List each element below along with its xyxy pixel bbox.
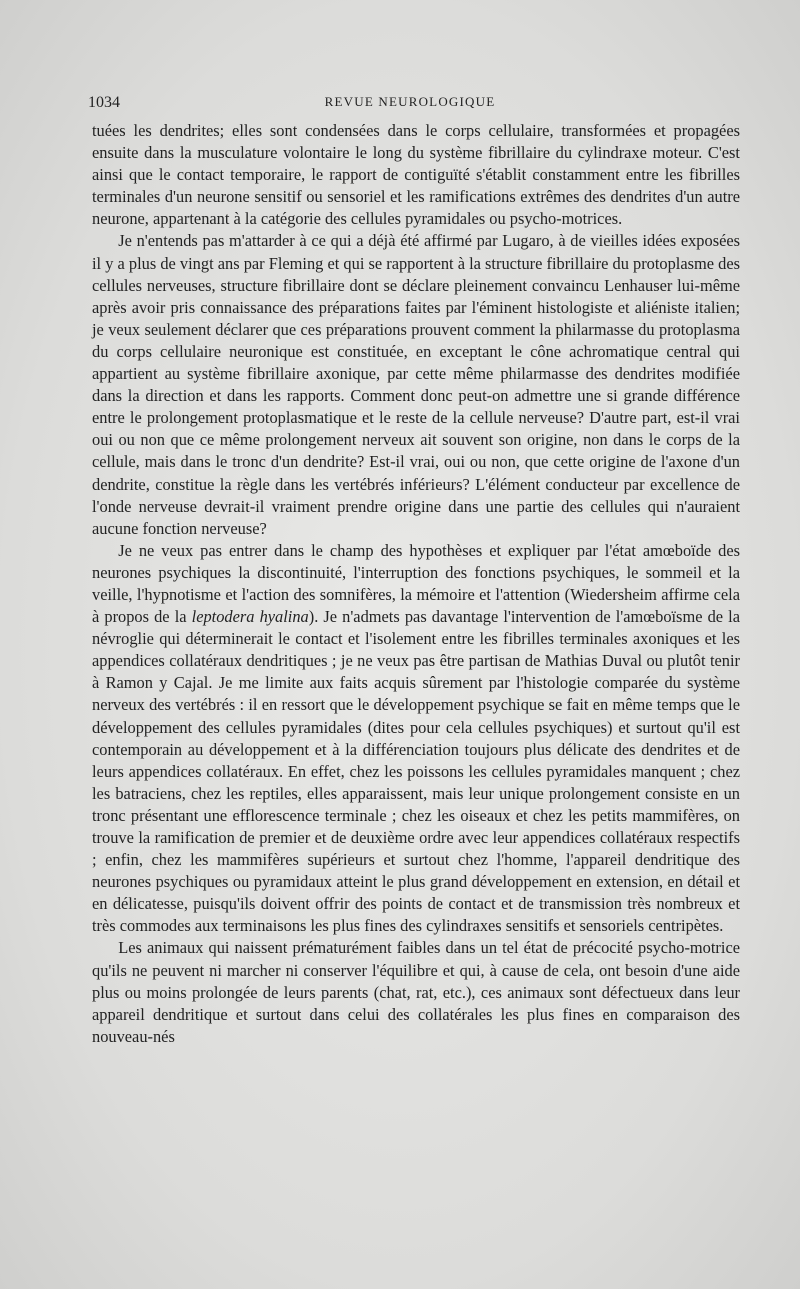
paragraph-3-italic-species: leptodera hyalina	[191, 607, 309, 627]
paragraph-3	[92, 540, 740, 938]
page-content	[80, 86, 740, 1048]
body-text	[80, 112, 740, 1048]
running-header	[80, 86, 740, 112]
paragraph-3-text-before: Je ne veux pas entrer dans le champ des hypothèses et expliquer par l'état amœboïde des neurones psychiques la discontinuité, l'interruption des fonctions psychiques, le sommeil et la veille, l'hypnotisme et l'action des somnifères, la mémoire et l'attention (Wiedersheim affirme cela à propos de la	[92, 540, 740, 627]
paragraph-2: Je n'entends pas m'attarder à ce qui a déjà été affirmé par Lugaro, à de vieilles idées exposées il y a plus de vingt ans par Fleming et qui se rapportent à la structure fibrillaire du protoplasme des cellules nerveuses, structure fibrillaire dont se déclare pleinement convaincu Lenhauser lui-même après avoir pris connaissance des préparations faites par l'éminent histologiste et aliéniste italien; je veux seulement déclarer que ces préparations prouvent comment la philarmasse du protoplasma du corps cellulaire neuronique est constituée, en exceptant le cône achromatique central qui appartient au système fibrillaire axonique, par cette même philarmasse des dendrites modifiée dans la direction et dans les rapports. Comment donc peut-on admettre une si grande différence entre le prolongement protoplasmatique et le reste de la cellule nerveuse? D'autre part, est-il vrai oui ou non que ce même prolongement nerveux ait souvent son origine, non dans le corps de la cellule, mais dans le tronc d'un dendrite? Est-il vrai, oui ou non, que cette origine de l'axone d'un dendrite, constitue la règle dans les vertébrés inférieurs? L'élément conducteur par excellence de l'onde nerveuse devrait-il vraiment prendre origine dans une partie des cellules qui n'auraient aucune fonction nerveuse?	[92, 231, 740, 538]
page-number: 1034	[88, 94, 120, 111]
paragraph-4: Les animaux qui naissent prématurément faibles dans un tel état de précocité psycho-motrice qu'ils ne peuvent ni marcher ni conserver l'équilibre et qui, à cause de cela, ont besoin d'une aide plus ou moins prolongée de leurs parents (chat, rat, etc.), ces animaux sont défectueux dans leur appareil dendritique et surtout dans celui des collatérales les plus fines en comparaison des nouveau-nés	[92, 938, 740, 1046]
paragraph-3-text-after: ). Je n'admets pas davantage l'intervention de l'amœboïsme de la névroglie qui déterminerait le contact et l'isolement entre les fibrilles terminales axoniques et les appendices collatéraux dendritiques ; je ne veux pas être partisan de Mathias Duval ou plutôt tenir à Ramon y Cajal. Je me limite aux faits acquis sûrement par l'histologie comparée du système nerveux des vertébrés : il en ressort que le développement psychique se fait en même temps que le développement des cellules pyramidales (dites pour cela cellules psychiques) et surtout qu'il est contemporain au développement et à la différenciation toujours plus délicate des dendrites et de leurs appendices collatéraux. En effet, chez les poissons les cellules pyramidales manquent ; chez les batraciens, chez les reptiles, elles apparaissent, mais leur unique prolongement consiste en un tronc présentant une efflorescence terminale ; chez les oiseaux et chez les petits mammifères, on trouve la ramification de premier et de deuxième ordre avec leur appendices collatéraux respectifs ; enfin, chez les mammifères supérieurs et surtout chez l'homme, l'appareil dendritique des neurones psychiques ou pyramidaux atteint le plus grand développement en extension, en détail et en délicatesse, puisqu'ils doivent offrir des points de contact et de transmission très nombreux et très commodes aux terminaisons les plus fines des cylindraxes sensitifs et sensoriels centripètes.	[92, 607, 740, 936]
journal-title: REVUE NEUROLOGIQUE	[324, 94, 496, 109]
paragraph-1: tuées les dendrites; elles sont condensées dans le corps cellulaire, transformées et propagées ensuite dans la musculature volontaire le long du système fibrillaire du cylindraxe moteur. C'est ainsi que le contact temporaire, le rapport de contiguïté s'établit constamment entre les fibrilles terminales d'un neurone sensitif ou sensoriel et les ramifications extrêmes des dendrites d'un autre neurone, appartenant à la catégorie des cellules pyramidales ou psycho-motrices.	[92, 121, 740, 229]
